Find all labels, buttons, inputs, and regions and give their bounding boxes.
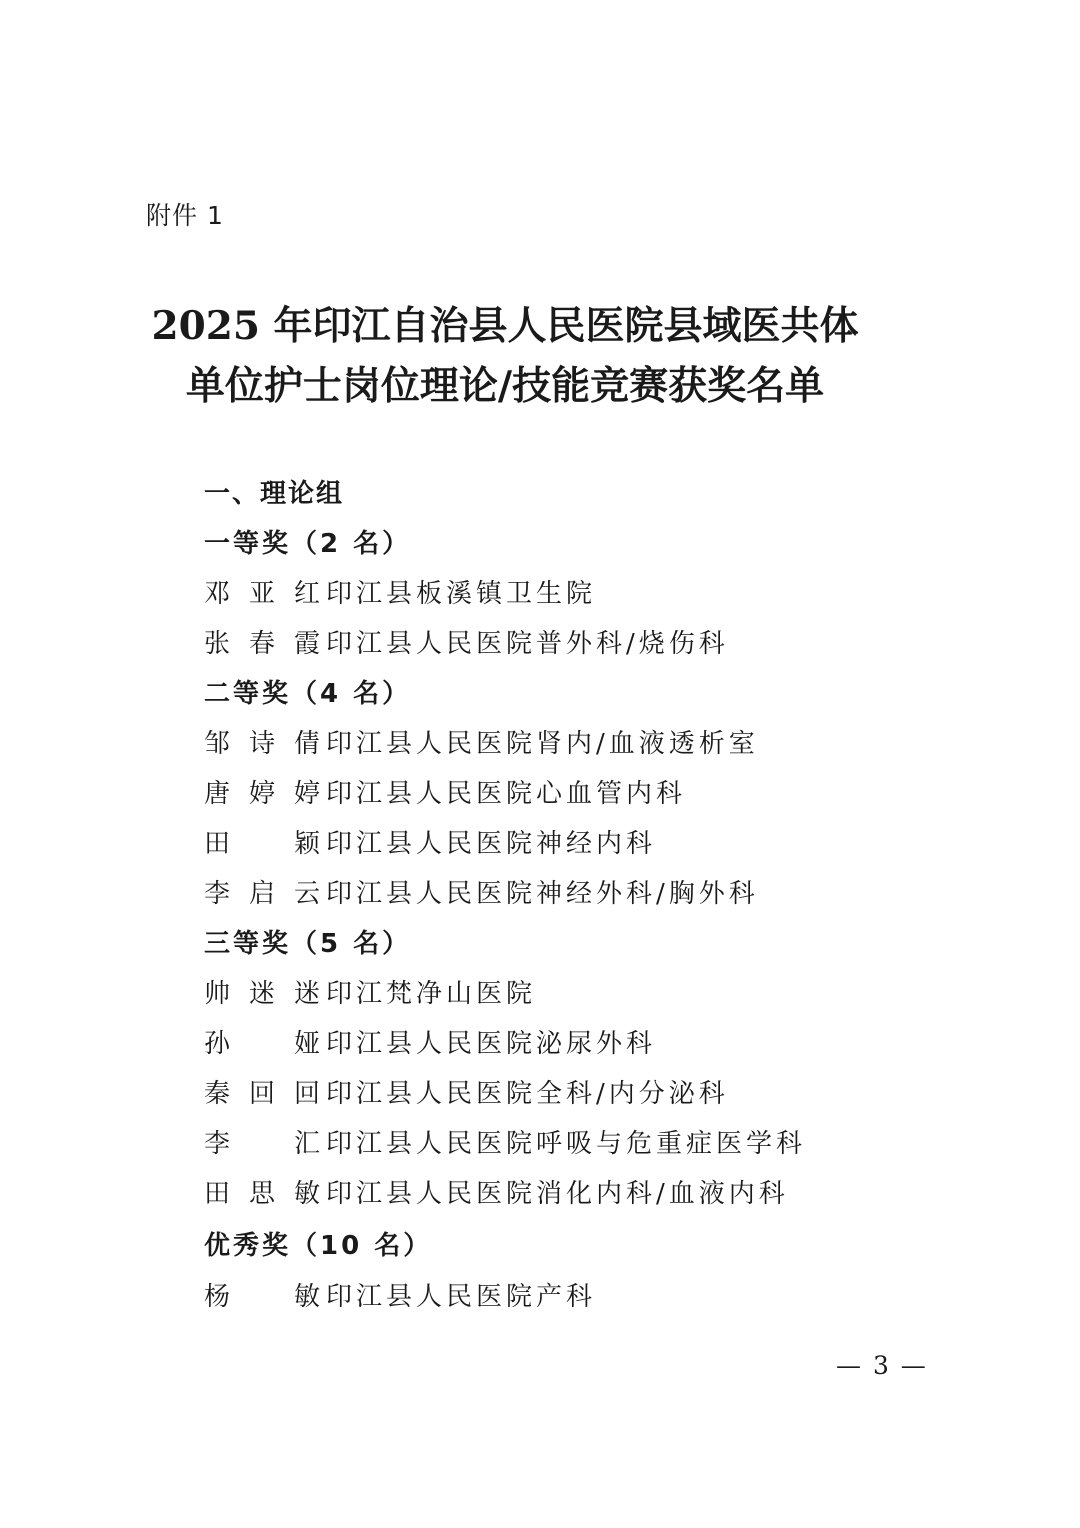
winner-unit: 印江县人民医院心血管内科: [326, 779, 687, 809]
winner-row: [204, 724, 759, 764]
attachment-label: 附件 1: [146, 201, 224, 230]
award-heading-excellence-prize: 优秀奖（10 名）: [204, 1231, 433, 1261]
winner-name: 田思敏: [204, 1179, 324, 1209]
winner-row: [204, 874, 759, 914]
winner-row: [204, 774, 687, 814]
winner-row: [204, 624, 729, 664]
winner-unit: 印江县人民医院呼吸与危重症医学科: [326, 1129, 807, 1159]
winner-unit: 印江县人民医院神经内科: [326, 829, 657, 859]
winner-name: 杨 敏: [204, 1282, 324, 1312]
winner-row: [204, 1074, 729, 1114]
winner-row: [204, 1024, 657, 1064]
page-number: — 3 —: [836, 1351, 928, 1380]
winner-unit: 印江县板溪镇卫生院: [326, 579, 597, 609]
winner-name: 田 颖: [204, 829, 324, 859]
document-title-line-1: 2025 年印江自治县人民医院县域医共体: [151, 303, 859, 349]
winner-name: 孙 娅: [204, 1029, 324, 1059]
winner-unit: 印江县人民医院泌尿外科: [326, 1029, 657, 1059]
winner-name: 帅迷迷: [204, 979, 324, 1009]
winner-unit: 印江县人民医院肾内/血液透析室: [326, 729, 759, 759]
winner-name: 张春霞: [204, 629, 324, 659]
winner-name: 李启云: [204, 879, 324, 909]
winner-unit: 印江县人民医院神经外科/胸外科: [326, 879, 759, 909]
winner-name: 秦回回: [204, 1079, 324, 1109]
winner-row: [204, 1124, 807, 1164]
winner-unit: 印江县人民医院普外科/烧伤科: [326, 629, 729, 659]
winner-name: 李 汇: [204, 1129, 324, 1159]
award-heading-first-prize: 一等奖（2 名）: [204, 529, 412, 559]
winner-row: [204, 574, 597, 614]
award-heading-third-prize: 三等奖（5 名）: [204, 929, 412, 959]
winner-row: [204, 1174, 789, 1214]
document-title-line-2: 单位护士岗位理论/技能竞赛获奖名单: [185, 363, 825, 409]
winner-unit: 印江梵净山医院: [326, 979, 537, 1009]
winner-unit: 印江县人民医院产科: [326, 1282, 597, 1312]
winner-name: 邓亚红: [204, 579, 324, 609]
winner-row: [204, 974, 537, 1014]
winner-name: 唐婷婷: [204, 779, 324, 809]
winner-unit: 印江县人民医院消化内科/血液内科: [326, 1179, 789, 1209]
award-heading-second-prize: 二等奖（4 名）: [204, 679, 412, 709]
winner-row: [204, 1277, 597, 1317]
section-heading-theory-group: 一、理论组: [204, 479, 345, 509]
winner-row: [204, 824, 657, 864]
winner-name: 邹诗倩: [204, 729, 324, 759]
winner-unit: 印江县人民医院全科/内分泌科: [326, 1079, 729, 1109]
